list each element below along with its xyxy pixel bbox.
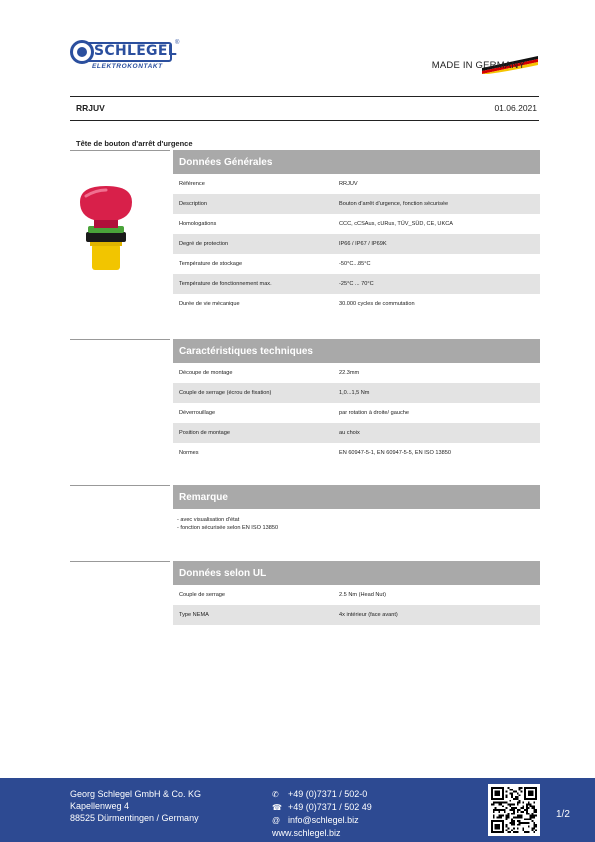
remark-text — [177, 516, 278, 532]
remark-line: - avec visualisation d'état — [177, 517, 240, 523]
table-row — [173, 234, 540, 254]
row-value: par rotation à droite/ gauche — [339, 410, 409, 416]
city: 88525 Dürmentingen / Germany — [70, 813, 199, 823]
row-label: Degré de protection — [179, 241, 229, 247]
fax-icon: ☎ — [272, 803, 282, 812]
product-image — [72, 182, 140, 274]
table-row — [173, 174, 540, 194]
remark-line: - fonction sécurisée selon EN ISO 13850 — [177, 525, 279, 531]
logo-registered-mark: ® — [175, 40, 180, 46]
row-value: 22.3mm — [339, 370, 360, 376]
row-value: 2.5 Nm (Head Nut) — [339, 592, 386, 598]
table-row — [173, 423, 540, 443]
row-value: IP66 / IP67 / IP69K — [339, 241, 387, 247]
row-label: Type NEMA — [179, 612, 209, 618]
document-date: 01.06.2021 — [494, 103, 537, 113]
logo-emblem-icon — [70, 40, 94, 64]
table-row — [173, 294, 540, 314]
document-code: RRJUV — [76, 103, 105, 113]
row-value: CCC, cCSAus, cURus, TÜV_SÜD, CE, UKCA — [339, 221, 453, 227]
table-row — [173, 363, 540, 383]
table-row — [173, 443, 540, 463]
row-label: Normes — [179, 450, 199, 456]
table-row — [173, 605, 540, 625]
table-row — [173, 214, 540, 234]
row-value: au choix — [339, 430, 360, 436]
company-name: Georg Schlegel GmbH & Co. KG — [70, 789, 202, 799]
header-top-rule — [70, 96, 539, 97]
section-header-technical: Caractéristiques techniques — [173, 339, 540, 363]
row-value: 4x intérieur (face avant) — [339, 612, 398, 618]
table-row — [173, 274, 540, 294]
row-label: Durée de vie mécanique — [179, 301, 240, 307]
table-row — [173, 383, 540, 403]
row-value: 30.000 cycles de commutation — [339, 301, 415, 307]
section-header-ul: Données selon UL — [173, 561, 540, 585]
section-divider — [70, 561, 170, 562]
row-label: Découpe de montage — [179, 370, 233, 376]
email-icon: @ — [272, 816, 281, 825]
row-value: Bouton d'arrêt d'urgence, fonction sécurisée — [339, 201, 449, 207]
qr-code — [488, 784, 540, 836]
page-number: 1/2 — [556, 809, 570, 820]
table-row — [173, 585, 540, 605]
table-row — [173, 194, 540, 214]
footer-contact — [272, 788, 372, 839]
section-header-remark: Remarque — [173, 485, 540, 509]
row-value: EN 60947-5-1, EN 60947-5-5, EN ISO 13850 — [339, 450, 451, 456]
row-value: RRJUV — [339, 181, 358, 187]
street: Kapellenweg 4 — [70, 801, 130, 811]
company-logo — [70, 40, 180, 72]
row-label: Description — [179, 201, 207, 207]
document-title: Tête de bouton d'arrêt d'urgence — [76, 139, 193, 148]
row-label: Couple de serrage — [179, 592, 226, 598]
section-divider — [70, 150, 170, 151]
row-label: Couple de serrage (écrou de fixation) — [179, 390, 272, 396]
website-link[interactable]: www.schlegel.biz — [272, 828, 341, 838]
row-label: Homologations — [179, 221, 217, 227]
section-divider — [70, 485, 170, 486]
logo-wordmark: SCHLEGEL — [94, 43, 177, 59]
table-row — [173, 254, 540, 274]
page-footer — [0, 778, 595, 842]
row-value: -25°C ... 70°C — [339, 281, 374, 287]
row-label: Température de stockage — [179, 261, 243, 267]
header-bottom-rule — [70, 120, 539, 121]
logo-subtitle: ELEKTROKONTAKT — [92, 63, 163, 70]
table-row — [173, 403, 540, 423]
row-value: 1,0...1,5 Nm — [339, 390, 370, 396]
phone-number: +49 (0)7371 / 502-0 — [288, 789, 368, 799]
row-label: Référence — [179, 181, 205, 187]
row-value: -50°C...85°C — [339, 261, 371, 267]
row-label: Déverrouillage — [179, 410, 216, 416]
phone-icon: ✆ — [272, 790, 279, 799]
row-label: Température de fonctionnement max. — [179, 281, 272, 287]
made-in-label: MADE IN GERMANY — [431, 60, 525, 71]
email-link[interactable]: info@schlegel.biz — [288, 815, 359, 825]
fax-number: +49 (0)7371 / 502 49 — [288, 802, 372, 812]
section-header-general: Données Générales — [173, 150, 540, 174]
footer-address — [70, 788, 201, 824]
row-label: Position de montage — [179, 430, 230, 436]
section-divider — [70, 339, 170, 340]
